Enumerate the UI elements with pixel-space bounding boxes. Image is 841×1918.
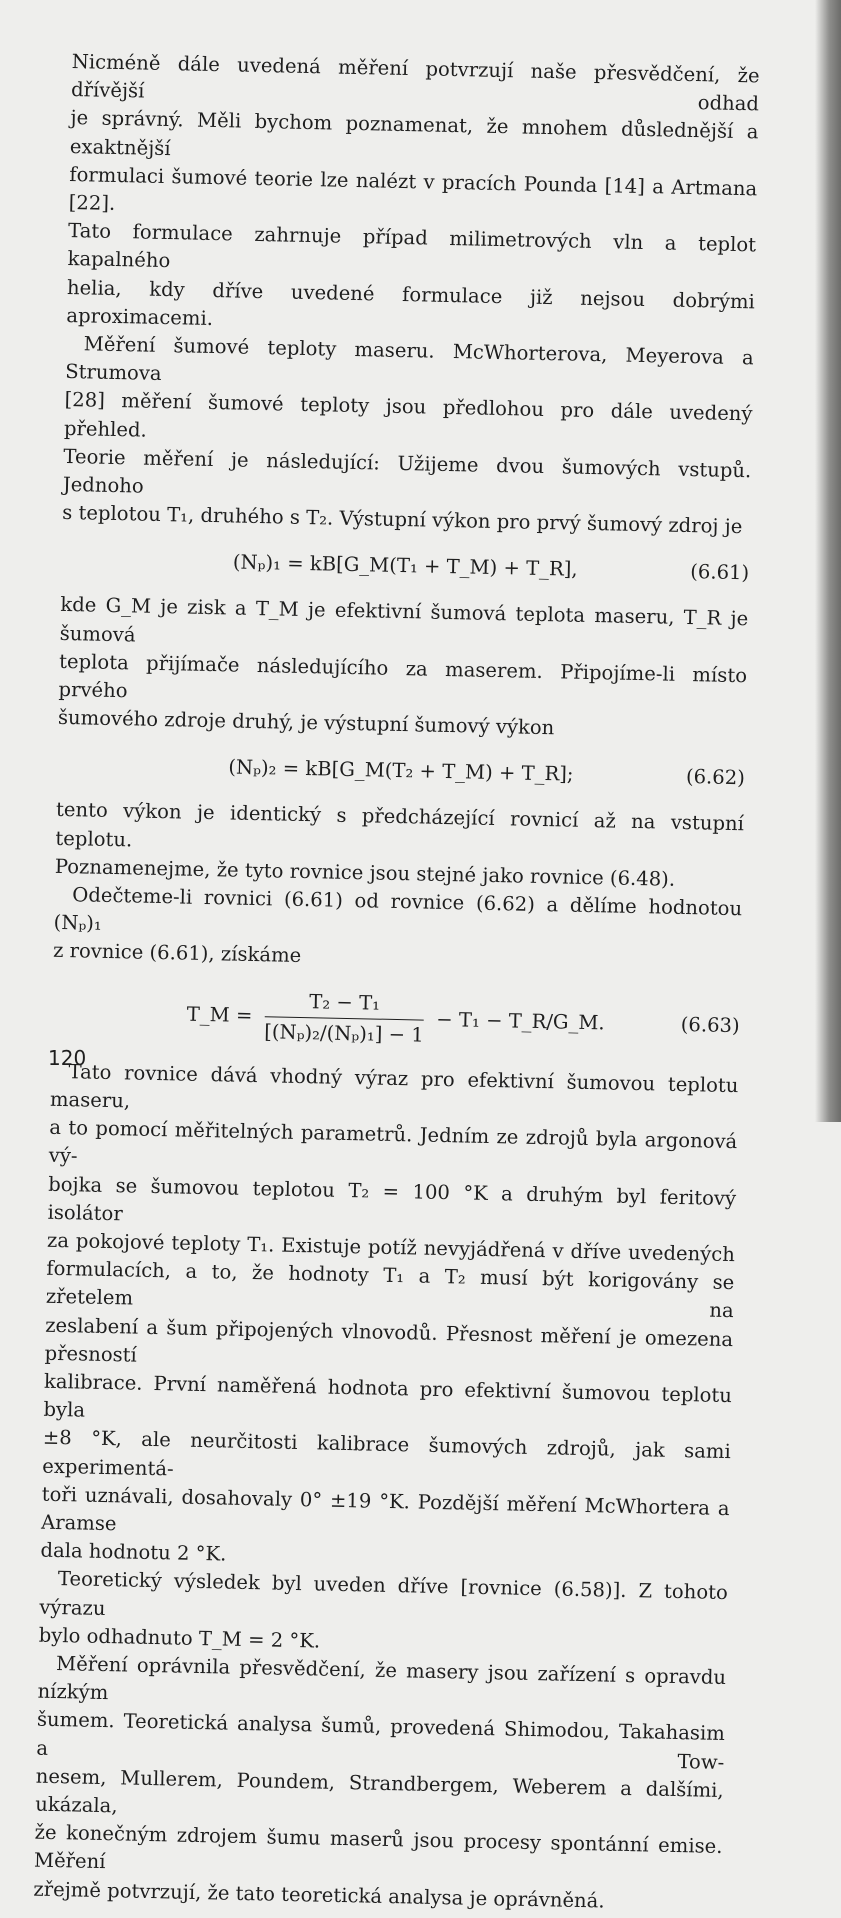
text-line: formulacích, a to, že hodnoty T₁ a T₂ musí být korigovány se zřetelem na [45,1256,735,1323]
text-line: [28] měření šumové teploty jsou předlohou pro dále uvedený přehled. [63,388,753,442]
equation-body: (Nₚ)₂ = kB[G_M(T₂ + T_M) + T_R]; [228,755,574,787]
text-line: z rovnice (6.61), získáme [52,939,302,968]
text-line: bojka se šumovou teplotou T₂ = 100 °K a druhým byl feritový isolátor [47,1172,737,1226]
text-line: kde G_M je zisk a T_M je efektivní šumová teplota maseru, T_R je šumová [59,593,749,647]
text-line: Teorie měření je následující: Užijeme dvou šumových vstupů. Jednoho [62,444,752,498]
text-line: je správný. Měli bychom poznamenat, že mnohem důslednější a exaktnější [69,106,759,160]
book-page-text [33,48,760,1918]
text-line: a to pomocí měřitelných parametrů. Jedním ze zdrojů byla argonová vý- [48,1115,738,1168]
equation-6-61 [61,533,750,599]
text-line: šumem. Teoretická analysa šumů, provedená Shimodou, Takahasim a Tow- [36,1707,726,1774]
page-number: 120 [48,1046,87,1070]
text-line: za pokojové teploty T₁. Existuje potíž nevyjádřená v dříve uvedených [46,1228,736,1267]
text-line: Teoretický výsledek byl uveden dříve [rovnice (6.58)]. Z tohoto výrazu [39,1567,729,1620]
text-line: zeslabení a šum připojených vlnovodů. Přesnost měření je omezena přesností [44,1313,734,1367]
equation-body: (Nₚ)₁ = kB[G_M(T₁ + T_M) + T_R], [232,550,578,582]
text-line: Poznamenejme, že tyto rovnice jsou stejné jako rovnice (6.48). [54,854,676,891]
text-line: ±8 °K, ale neurčitosti kalibrace šumových zdrojů, jak sami experimentá- [42,1426,731,1480]
equation-number: (6.62) [685,765,746,790]
text-line: helia, kdy dříve uvedené formulace již nejsou dobrými aproximacemi. [66,275,756,330]
text-line: Nicméně dále uvedená měření potvrzují naše přesvědčení, že dřívější odhad [70,49,760,116]
equation-number: (6.61) [689,560,750,585]
fraction-numerator: T₂ − T₁ [265,986,425,1020]
text-line: Tato formulace zahrnuje případ milimetrových vln a teplot kapalného [67,219,757,273]
text-line: tento výkon je identický s předcházející rovnicí až na vstupní teplotu. [55,798,745,852]
equation-number: (6.63) [680,1012,740,1037]
text-line: dala hodnotu 2 °K. [40,1538,227,1566]
equation-lhs: T_M = [186,1002,253,1027]
text-line: formulaci šumové teorie lze nalézt v pracích Pounda [14] a Artmana [22]. [68,162,758,215]
text-line: Odečteme-li rovnici (6.61) od rovnice (6.62) a dělíme hodnotou (Nₚ)₁ [53,883,743,936]
text-line: Tato rovnice dává vhodný výraz pro efektivní šumovou teplotu maseru, [49,1059,739,1113]
equation-rhs: − T₁ − T_R/G_M. [436,1007,605,1035]
section-heading-line: Měření šumové teploty maseru. McWhorterova, Meyerova a Strumova [64,332,754,386]
text-line: kalibrace. První naměřená hodnota pro efektivní šumovou teplotu byla [43,1369,733,1422]
equation-6-62 [56,738,745,804]
text-line: nesem, Mullerem, Poundem, Strandbergem, Weberem a dalšími, ukázala, [34,1764,724,1818]
text-line: toři uznávali, dosahovaly 0° ±19 °K. Pozdější měření McWhortera a Aramse [40,1482,730,1536]
equation-fraction [264,986,425,1050]
text-line: že konečným zdrojem šumu maserů jsou procesy spontánní emise. Měření [33,1820,723,1874]
page-edge-shadow [815,0,841,1122]
text-line: Měření oprávnila přesvědčení, že masery jsou zařízení s opravdu nízkým [37,1651,727,1705]
text-line: teplota přijímače následujícího za maserem. Připojíme-li místo prvého [58,649,748,703]
text-line: s teplotou T₁, druhého s T₂. Výstupní výkon pro prvý šumový zdroj je [62,501,743,539]
text-line: bylo odhadnuto T_M = 2 °K. [38,1623,321,1653]
text-line: zřejmě potvrzují, že tato teoretická analysa je oprávněná. [33,1877,605,1913]
equation-6-63 [51,971,741,1065]
fraction-denominator: [(Nₚ)₂/(Nₚ)₁] − 1 [264,1019,424,1047]
text-line: šumového zdroje druhý, je výstupní šumový výkon [57,706,555,740]
